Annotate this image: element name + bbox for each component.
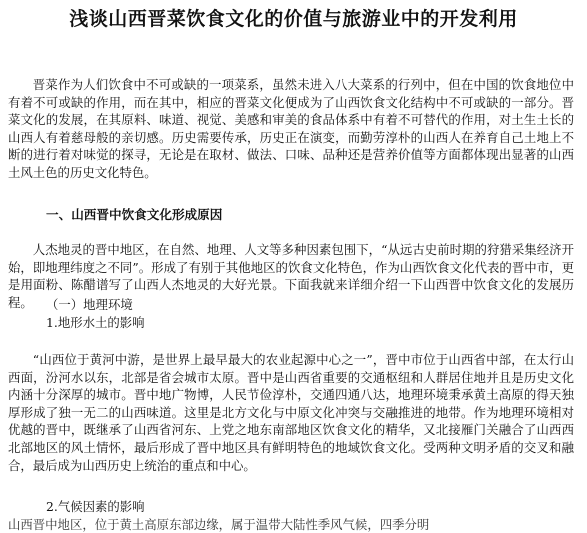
section-paragraph: 人杰地灵的晋中地区，在自然、地理、人文等多种因素包围下，“从远古史前时期的狩猎采集经济开始，即地理纬度之不同”。形成了有别于其他地区的饮食文化特色，作为山西饮食文化代表的晋中市，更是用面粉、陈醋谱写了山西人杰地灵的大好光景。下面我就来详细介绍一下山西晋中饮食文化的发展历程。 <box>8 242 574 310</box>
subsubsection-heading: 1.地形水土的影响 <box>46 315 145 330</box>
subsubsection-heading-2: 2.气候因素的影响 <box>46 499 145 514</box>
subsection-heading: （一）地理环境 <box>46 297 133 312</box>
section-heading: 一、山西晋中饮食文化形成原因 <box>46 207 223 222</box>
cut-off-text-line: 山西晋中地区，位于黄土高原东部边缘，属于温带大陆性季风气候，四季分明 <box>8 517 430 532</box>
subsection-paragraph: “山西位于黄河中游，是世界上最早最大的农业起源中心之一”，晋中市位于山西省中部，在太行山西面，汾河水以东，北部是省会城市太原。晋中是山西省重要的交通枢纽和人群居住地并且是历史文化内涵十分深厚的城市。晋中地广物博，人民节俭淳朴，交通四通八达，地理环境秉承黄土高原的得天独厚形成了独一无二的山西味道。这里是北方文化与中原文化冲突与交融推进的地带。作为地理环境相对优越的晋中，既继承了山西省河东、上党之地东南部地区饮食文化的精华，又北接雁门关融合了山西西北部地区的风土情怀，最后形成了晋中地区具有鲜明特色的地域饮食文化。受两种文明矛盾的交叉和融合，最后成为山西历史上统治的重点和中心。 <box>8 352 574 473</box>
document-title: 浅谈山西晋菜饮食文化的价值与旅游业中的开发利用 <box>69 8 518 30</box>
intro-paragraph: 晋菜作为人们饮食中不可或缺的一项菜系，虽然未进入八大菜系的行列中，但在中国的饮食地位中有着不可或缺的作用，而在其中，相应的晋菜文化便成为了山西饮食文化结构中不可或缺的一部分。晋菜文化的发展，在其原料、味道、视觉、美感和审美的食品体系中有着不可替代的作用，对土生土长的山西人有着慈母般的亲切感。历史需要传承，历史正在演变，而勤劳淳朴的山西人在养育自己土地上不断的进行着对味觉的探寻，无论是在取材、做法、口味、品种还是营养价值等方面都体现出显著的山西土风土色的历史文化特色。 <box>8 77 574 180</box>
